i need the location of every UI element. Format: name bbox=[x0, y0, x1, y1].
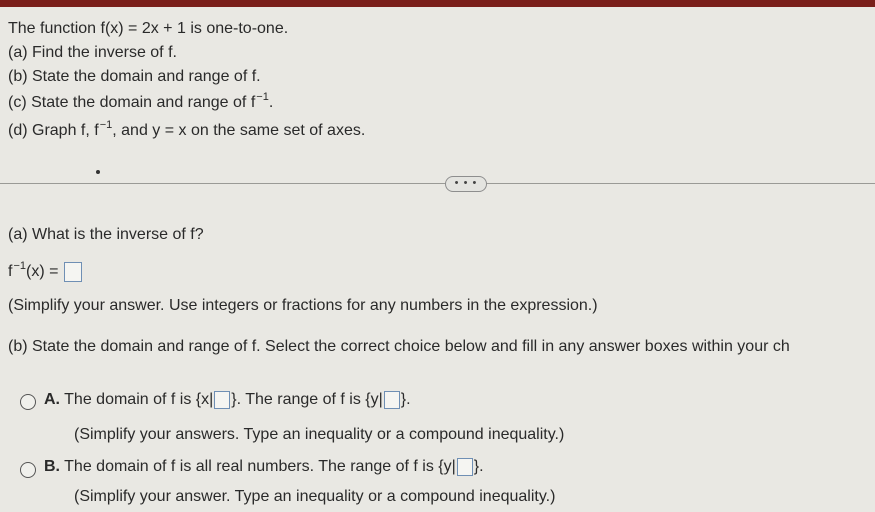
range-answer-box-b[interactable] bbox=[457, 458, 473, 476]
expand-more-button[interactable]: • • • bbox=[445, 176, 487, 192]
inverse-equation bbox=[8, 262, 83, 282]
part-c-label bbox=[8, 91, 274, 112]
statement-text: The function bbox=[8, 20, 101, 37]
choice-b-text: The domain of f is all real numbers. The range of f is bbox=[64, 458, 439, 476]
part-a-label: (a) Find the inverse of f. bbox=[8, 44, 177, 61]
range-set-close: }. bbox=[400, 391, 411, 409]
choice-a-range-text: The range of f is bbox=[241, 391, 366, 409]
domain-set-close: }. bbox=[231, 391, 242, 409]
top-bar bbox=[0, 0, 875, 7]
problem-statement bbox=[8, 20, 288, 38]
choice-a-hint: (Simplify your answers. Type an inequality or a compound inequality.) bbox=[74, 426, 565, 443]
inverse-answer-box[interactable] bbox=[64, 262, 82, 282]
function-expression: f(x) = 2x + 1 bbox=[100, 20, 186, 37]
choice-a-radio[interactable] bbox=[20, 394, 36, 410]
inverse-superscript: −1 bbox=[256, 91, 269, 103]
part-c-end: . bbox=[268, 94, 274, 111]
part-b-label: (b) State the domain and range of f. bbox=[8, 68, 261, 85]
choice-b-hint: (Simplify your answer. Type an inequality or a compound inequality.) bbox=[74, 488, 556, 505]
instruction-a: (Simplify your answer. Use integers or fractions for any numbers in the expression.) bbox=[8, 297, 598, 314]
inverse-superscript: −1 bbox=[99, 119, 113, 131]
choice-a-text: The domain of f is bbox=[64, 391, 196, 409]
choice-b[interactable] bbox=[44, 458, 484, 476]
question-b: (b) State the domain and range of f. Select the correct choice below and fill in any answer boxes within your ch bbox=[8, 338, 790, 355]
choice-b-radio[interactable] bbox=[20, 462, 36, 478]
range-answer-box[interactable] bbox=[384, 391, 400, 409]
question-a: (a) What is the inverse of f? bbox=[8, 226, 204, 243]
inverse-lhs-end: (x) = bbox=[26, 263, 59, 281]
inverse-superscript: −1 bbox=[13, 260, 26, 273]
domain-answer-box[interactable] bbox=[214, 391, 230, 409]
part-d-text-end: , and y = x on the same set of axes. bbox=[112, 122, 366, 139]
stray-mark bbox=[96, 170, 100, 174]
part-d-label bbox=[8, 119, 366, 140]
part-d-text: (d) Graph f, f bbox=[8, 122, 99, 139]
statement-text-end: is one-to-one. bbox=[185, 20, 289, 37]
domain-set-open: {x| bbox=[195, 391, 214, 409]
section-divider bbox=[0, 183, 875, 184]
inverse-f: f bbox=[8, 263, 13, 281]
range-set-close: }. bbox=[473, 458, 484, 476]
choice-b-letter: B. bbox=[44, 458, 60, 476]
part-c-text: (c) State the domain and range of f bbox=[8, 94, 256, 111]
range-set-open: {y| bbox=[438, 458, 456, 476]
choice-a-letter: A. bbox=[44, 391, 60, 409]
range-set-open: {y| bbox=[365, 391, 383, 409]
choice-a[interactable] bbox=[44, 391, 411, 409]
